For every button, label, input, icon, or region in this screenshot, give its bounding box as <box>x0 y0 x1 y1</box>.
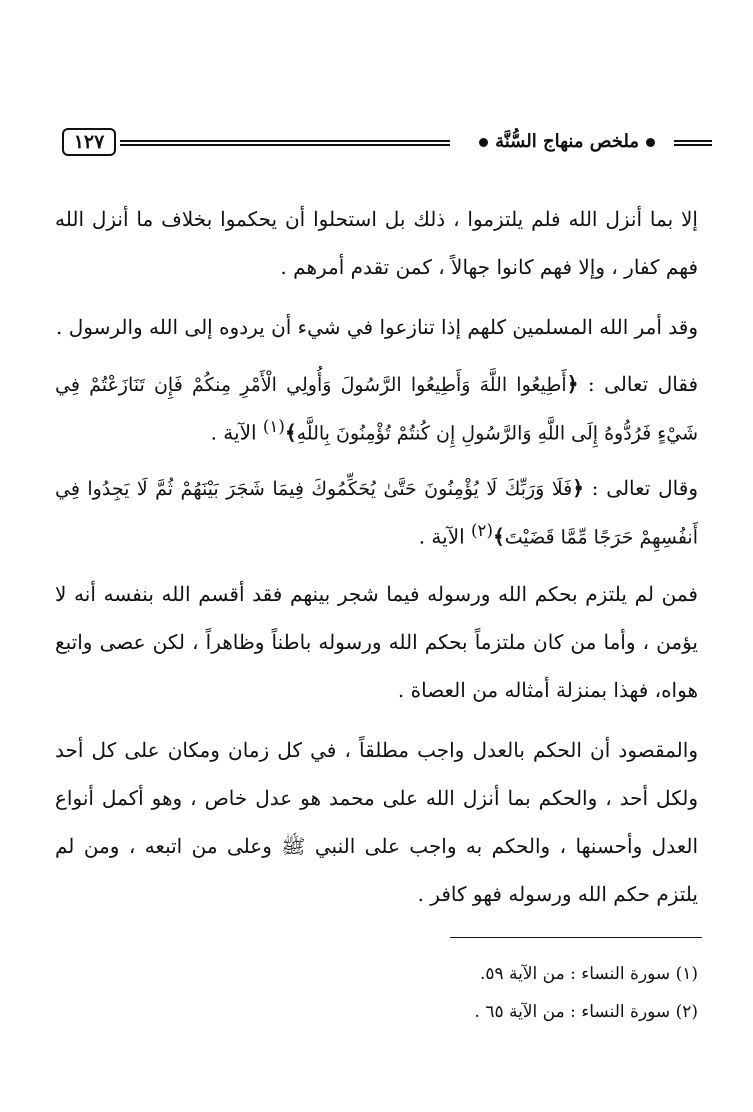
verse-tail: الآية . <box>210 420 257 445</box>
verse-intro: وقال تعالى : <box>591 475 698 500</box>
header-rule-right <box>674 140 712 146</box>
paragraph-4-quran-citation <box>55 467 698 559</box>
paragraph-6: والمقصود أن الحكم بالعدل واجب مطلقاً ، في كل زمان ومكان على كل أحد ولكل أحد ، والحكم بما أنزل الله على محمد هو عدل خاص ، وهو أكمل أنواع العدل وأحسنها ، والحكم به واجب على النبي ﷺ وعلى من اتبعه ، ومن لم يلتزم حكم الله ورسوله فهو كافر . <box>55 738 698 907</box>
bullet-icon <box>646 138 655 147</box>
header-title: ملخص منهاج السُّنَّة <box>495 131 639 152</box>
verse-tail: الآية . <box>418 524 465 549</box>
page-number: ١٢٧ <box>62 128 116 156</box>
paragraph-5: فمن لم يلتزم بحكم الله ورسوله فيما شجر بينهم فقد أقسم الله بنفسه أنه لا يؤمن ، وأما من كان ملتزماً بحكم الله ورسوله باطناً وظاهراً ، لكن عصى واتبع هواه، فهذا بمنزلة أمثاله من العصاة . <box>55 582 698 703</box>
ornate-bracket-close: ﴾ <box>284 420 297 445</box>
ornate-bracket-open: ﴿ <box>572 475 584 500</box>
paragraph-1: إلا بما أنزل الله فلم يلتزموا ، ذلك بل استحلوا أن يحكموا بخلاف ما أنزل الله فهم كفار ، وإلا فهم كانوا جهالاً ، كمن تقدم أمرهم . <box>55 207 698 279</box>
quran-verse: فَلَا وَرَبِّكَ لَا يُؤْمِنُونَ حَتَّىٰ يُحَكِّمُوكَ فِيمَا شَجَرَ بَيْنَهُمْ ثُمَّ لَا يَجِدُوا فِي أَنفُسِهِمْ حَرَجًا مِّمَّا قَضَيْتَ <box>55 477 698 549</box>
footnote-2: (٢) سورة النساء : من الآية ٦٥ . <box>474 1002 698 1022</box>
paragraph-2: وقد أمر الله المسلمين كلهم إذا تنازعوا في شيء أن يردوه إلى الله والرسول . <box>56 315 698 339</box>
bullet-icon <box>479 138 488 147</box>
ornate-bracket-open: ﴿ <box>566 372 579 396</box>
footnote-separator <box>450 937 702 938</box>
footnote-1: (١) سورة النساء : من الآية ٥٩. <box>479 964 698 984</box>
footnotes <box>55 955 698 1031</box>
main-text <box>55 195 698 918</box>
running-header <box>62 128 712 158</box>
ornate-bracket-close: ﴾ <box>492 524 505 549</box>
footnote-ref-2: (٢) <box>471 520 493 540</box>
verse-intro: فقال تعالى : <box>587 372 699 396</box>
footnote-ref-1: (١) <box>262 417 285 436</box>
quran-verse: أَطِيعُوا اللَّهَ وَأَطِيعُوا الرَّسُولَ وَأُولِي الْأَمْرِ مِنكُمْ فَإِن تَنَازَعْتُمْ فِي شَيْءٍ فَرُدُّوهُ إِلَى اللَّهِ وَالرَّسُولِ إِن كُنتُمْ تُؤْمِنُونَ بِاللَّهِ <box>55 374 698 445</box>
header-rule-middle <box>120 140 450 146</box>
header-title-group <box>472 128 662 156</box>
paragraph-3-quran-citation <box>55 363 698 455</box>
